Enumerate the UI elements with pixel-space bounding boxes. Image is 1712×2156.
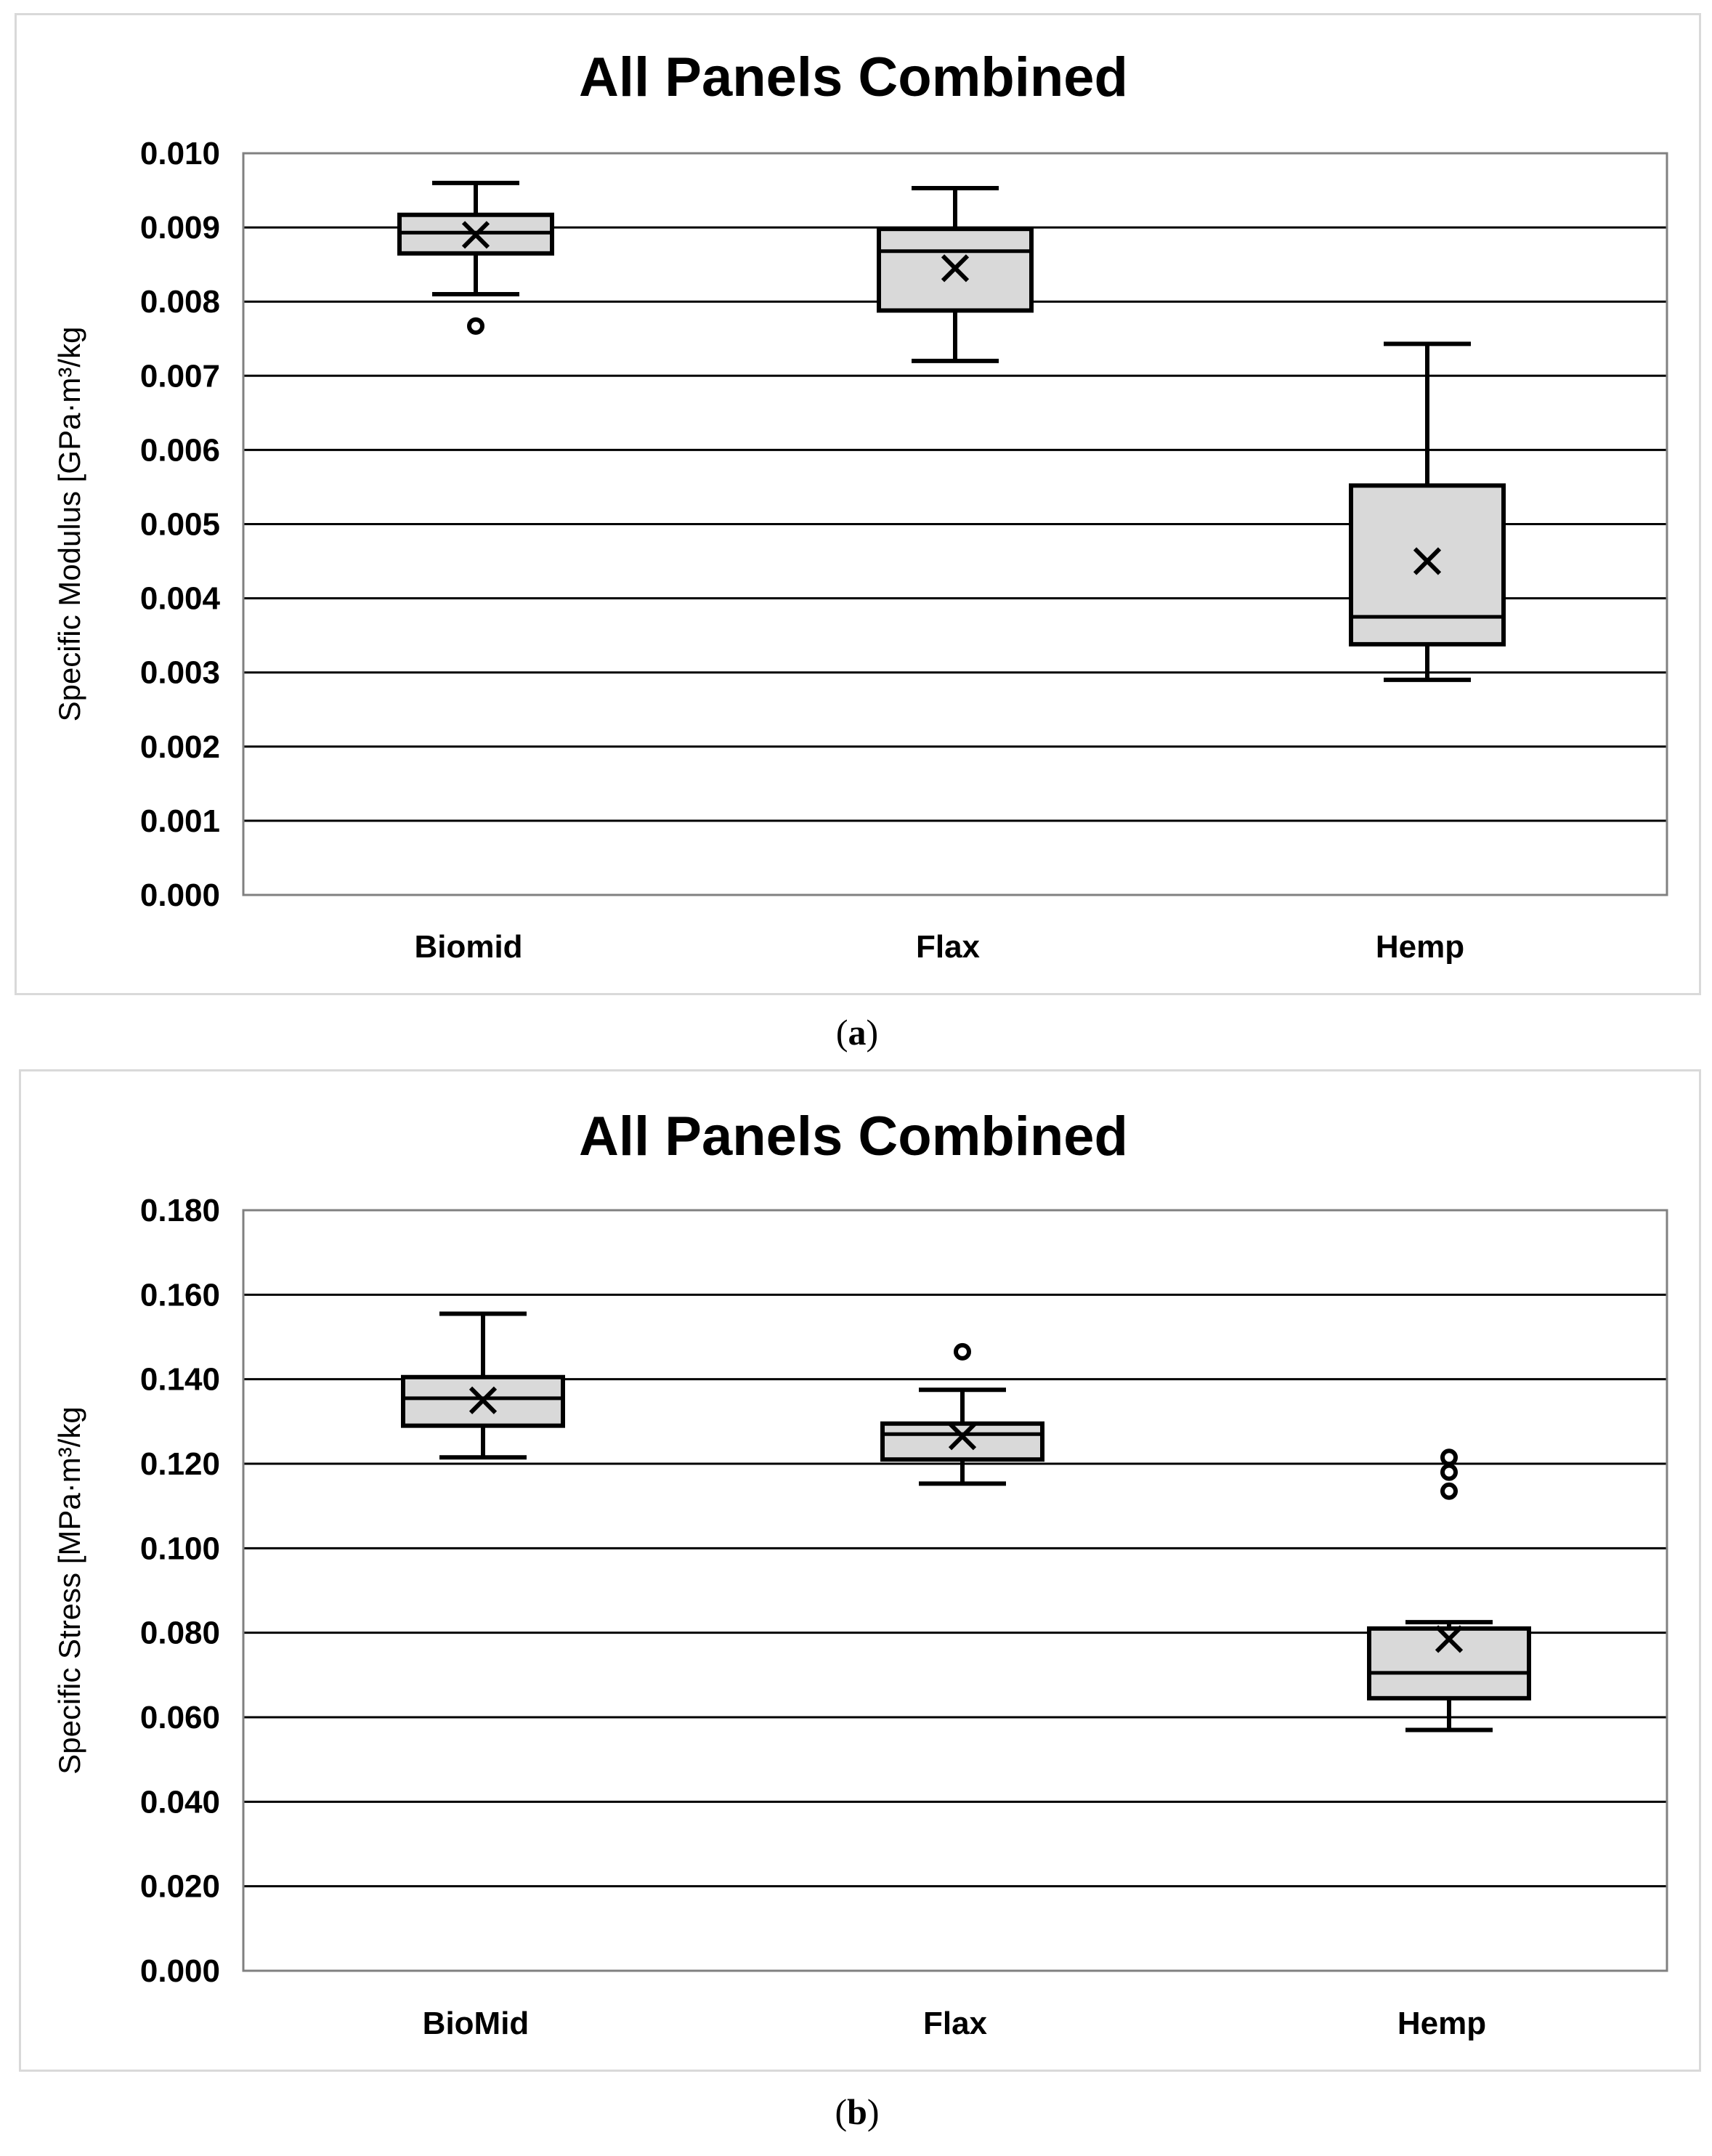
caption-a: (a) (835, 1012, 879, 1053)
y-tick-label-b-3: 0.060 (139, 1700, 220, 1735)
category-label-b-2: Hemp (1397, 2006, 1487, 2041)
y-tick-label-b-7: 0.140 (139, 1361, 220, 1398)
y-tick-label-a-6: 0.006 (139, 432, 220, 469)
y-tick-label-b-1: 0.020 (139, 1868, 220, 1905)
y-tick-label-b-0: 0.000 (139, 1953, 220, 1989)
outlier-point-b-2-1 (1443, 1466, 1456, 1479)
caption-b: (b) (835, 2091, 880, 2132)
y-tick-label-b-6: 0.120 (139, 1446, 220, 1482)
y-tick-label-a-4: 0.004 (139, 580, 220, 617)
y-tick-label-a-1: 0.001 (139, 803, 220, 839)
box-b-1 (883, 1424, 1042, 1459)
category-label-b-1: Flax (922, 2006, 988, 2041)
y-tick-label-a-0: 0.000 (139, 878, 220, 913)
chart-title-a: All Panels Combined (579, 46, 1128, 108)
y-tick-label-b-9: 0.180 (139, 1193, 220, 1228)
y-tick-label-a-9: 0.009 (139, 210, 220, 246)
y-tick-label-b-4: 0.080 (139, 1615, 220, 1651)
outlier-point-b-2-2 (1443, 1451, 1456, 1464)
y-tick-label-a-10: 0.010 (139, 136, 220, 171)
y-tick-label-a-8: 0.008 (139, 284, 220, 320)
category-label-b-0: BioMid (422, 2006, 530, 2041)
y-tick-label-b-8: 0.160 (139, 1277, 220, 1313)
y-axis-label-b: Specific Stress [MPa·m³/kg (52, 1406, 86, 1775)
y-tick-label-a-5: 0.005 (139, 506, 220, 543)
y-axis-label-a: Specific Modulus [GPa·m³/kg (52, 326, 86, 722)
outlier-point-b-1-0 (956, 1345, 969, 1358)
category-label-a-0: Biomid (414, 929, 523, 965)
y-tick-label-a-7: 0.007 (139, 358, 220, 394)
category-label-a-2: Hemp (1375, 929, 1465, 965)
y-tick-label-a-2: 0.002 (139, 729, 220, 765)
y-tick-label-a-3: 0.003 (139, 654, 220, 691)
y-tick-label-b-5: 0.100 (139, 1531, 220, 1567)
outlier-point-b-2-0 (1443, 1485, 1456, 1498)
chart-title-b: All Panels Combined (579, 1106, 1128, 1167)
y-tick-label-b-2: 0.040 (139, 1784, 220, 1820)
category-label-a-1: Flax (915, 929, 981, 965)
plot-area-b (243, 1210, 1667, 1971)
